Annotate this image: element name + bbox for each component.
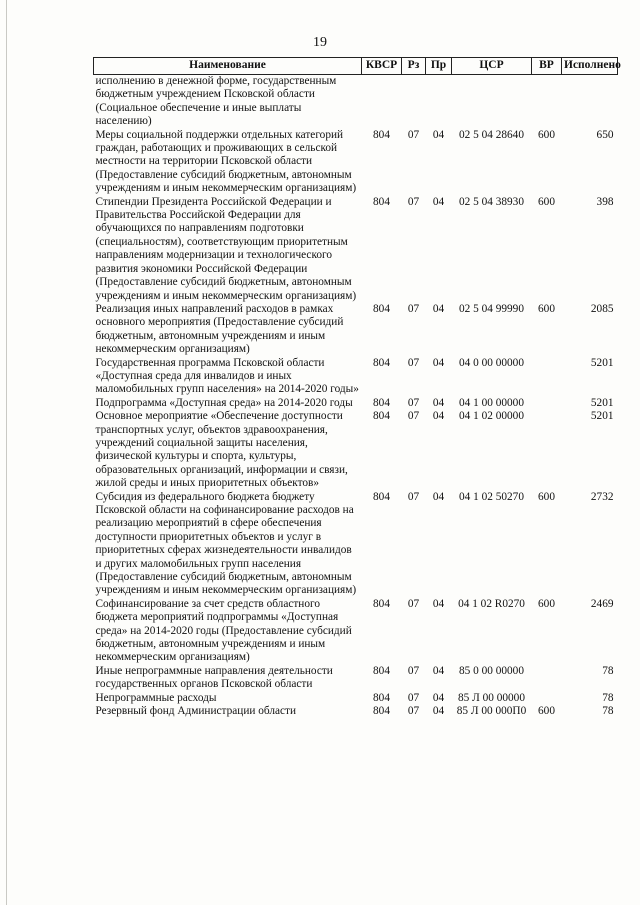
cell-rz: 07 [407,410,420,423]
cell-rz: 07 [407,302,420,315]
cell-rz: 07 [407,691,420,704]
cell-name: Стипендии Президента Российской Федерации и Правительства Российской Федерации для обучающихся по направлениям подготовки (специальностям), соответствующим приоритетным направлениям модернизации и технологического развития экономики Российской Федерации (Предоставление субсидий бюджетным, автономным учреждениям и иным некоммерческим организациям) [95,195,357,302]
cell-kvsr: 804 [373,691,390,704]
cell-name: Иные непрограммные направления деятельности государственных органов Псковской области [95,664,333,691]
cell-executed: 2469 [590,597,614,610]
cell-executed: 2732 [590,490,614,503]
cell-name: Подпрограмма «Доступная среда» на 2014-2020 годы [95,396,353,409]
cell-csr: 04 1 00 00000 [459,396,524,409]
cell-rz: 07 [407,664,420,677]
cell-vr [532,410,562,490]
table-row [94,692,618,705]
header-kvsr: КВСР [362,58,402,75]
table-row [94,397,618,410]
cell-name: Реализация иных направлений расходов в рамках основного мероприятия (Предоставление субсидий бюджетным, автономным учреждениям и иным некоммерческим организациям) [95,302,344,356]
cell-rz: 07 [407,705,420,718]
cell-vr [532,665,562,692]
cell-vr [532,357,562,397]
cell-vr [532,75,562,129]
cell-name: Резервный фонд Администрации области [95,705,297,718]
cell-kvsr: 804 [373,128,390,141]
cell-pr: 04 [432,597,445,610]
table-row [94,75,618,129]
cell-pr [426,75,452,129]
cell-csr: 02 5 04 99990 [459,302,524,315]
cell-kvsr: 804 [373,410,390,423]
cell-kvsr: 804 [373,705,390,718]
cell-pr: 04 [432,128,445,141]
cell-vr: 600 [538,128,555,141]
cell-rz: 07 [407,597,420,610]
cell-pr: 04 [432,691,445,704]
cell-executed: 5201 [590,356,614,369]
cell-pr: 04 [432,705,445,718]
header-name: Наименование [94,58,362,75]
cell-executed: 398 [596,195,614,208]
scan-edge-line [6,0,7,905]
cell-name: Государственная программа Псковской области «Доступная среда для инвалидов и иных маломобильных групп населения» на 2014-2020 годы» [95,356,359,396]
cell-pr: 04 [432,195,445,208]
cell-csr: 04 1 02 R0270 [458,597,525,610]
budget-execution-table [93,57,621,719]
cell-csr: 85 Л 00 00000 [458,691,525,704]
cell-pr: 04 [432,356,445,369]
cell-pr: 04 [432,410,445,423]
cell-name: Основное мероприятие «Обеспечение доступности транспортных услуг, объектов здравоохранения, учреждений социальной защиты населения, физической культуры и спорта, культуры, образовательных организаций, информации и связи, жилой среды и иных приоритетных объектов» [95,410,348,490]
cell-name: Субсидия из федерального бюджета бюджету Псковской области на софинансирование расходов на реализацию мероприятий в сфере обеспечения доступности приоритетных объектов и услуг в приоритетных сферах жизнедеятельности инвалидов и других маломобильных групп населения (Предоставление субсидий бюджетным, автономным учреждениям и иным некоммерческим организациям) [95,490,357,597]
cell-kvsr: 804 [373,302,390,315]
cell-csr: 85 Л 00 000П0 [456,705,527,718]
cell-csr: 02 5 04 28640 [459,128,524,141]
cell-name: Меры социальной поддержки отдельных категорий граждан, работающих и проживающих в сельской местности на территории Псковской области (Предоставление субсидий бюджетным, автономным учреждениям и иным некоммерческим организациям) [95,128,357,195]
cell-name: исполнению в денежной форме, государственным бюджетным учреждением Псковской области (Социальное обеспечение и иные выплаты населению) [95,75,337,128]
cell-executed: 2085 [590,302,614,315]
page-number: 19 [313,35,327,50]
cell-rz: 07 [407,490,420,503]
cell-rz: 07 [407,356,420,369]
cell-kvsr: 804 [373,195,390,208]
table-row [94,598,618,665]
cell-executed [562,75,618,129]
cell-vr: 600 [538,490,555,503]
cell-kvsr: 804 [373,490,390,503]
cell-csr: 85 0 00 00000 [459,664,524,677]
cell-csr: 02 5 04 38930 [459,195,524,208]
cell-vr: 600 [538,302,555,315]
cell-rz [402,75,426,129]
header-vr: ВР [532,58,562,75]
cell-csr: 04 1 02 00000 [459,410,524,423]
cell-csr [452,75,532,129]
cell-executed: 78 [602,705,614,718]
header-executed: Исполнено [562,58,618,75]
cell-executed: 5201 [590,410,614,423]
cell-kvsr: 804 [373,356,390,369]
table-row [94,129,618,196]
cell-vr: 600 [538,705,555,718]
cell-csr: 04 1 02 50270 [459,490,524,503]
cell-executed: 650 [596,128,614,141]
cell-executed: 78 [602,664,614,677]
header-pr: Пр [426,58,452,75]
cell-vr [532,397,562,410]
cell-pr: 04 [432,490,445,503]
table-row [94,705,618,718]
table-row [94,303,618,357]
table-row [94,410,618,490]
header-rz: Рз [402,58,426,75]
cell-kvsr: 804 [373,396,390,409]
cell-pr: 04 [432,302,445,315]
cell-csr: 04 0 00 00000 [459,356,524,369]
cell-kvsr: 804 [373,597,390,610]
cell-pr: 04 [432,664,445,677]
cell-rz: 07 [407,128,420,141]
cell-kvsr [362,75,402,129]
cell-name: Софинансирование за счет средств областного бюджета мероприятий подпрограммы «Доступная среда» на 2014-2020 годы (Предоставление субсидий бюджетным, автономным учреждениям и иным некоммерческим организациям) [95,597,352,664]
cell-kvsr: 804 [373,664,390,677]
cell-vr: 600 [538,597,555,610]
cell-pr: 04 [432,396,445,409]
cell-name: Непрограммные расходы [95,691,217,704]
table-header-row [94,58,618,75]
table-row [94,357,618,397]
header-csr: ЦСР [452,58,532,75]
table-body [94,75,618,719]
table-row [94,196,618,303]
table-row [94,491,618,598]
cell-rz: 07 [407,396,420,409]
cell-executed: 5201 [590,396,614,409]
cell-vr [532,692,562,705]
cell-rz: 07 [407,195,420,208]
cell-executed: 78 [602,691,614,704]
table-row [94,665,618,692]
cell-vr: 600 [538,195,555,208]
